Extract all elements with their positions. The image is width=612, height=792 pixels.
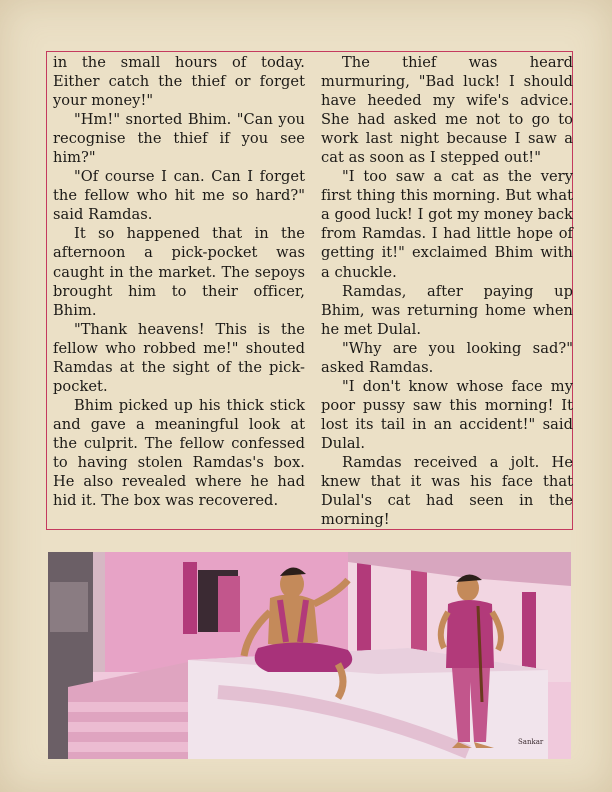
paragraph: "Why are you looking sad?" asked Ramdas. (321, 339, 573, 376)
paragraph: Bhim picked up his thick stick and gave a meaningful look at the culprit. The fellow confessed to having stolen Ramdas's box. He also revealed where he had hid it. The box was recovered. (53, 396, 305, 510)
paragraph: "Of course I can. Can I forget the fellow who hit me so hard?" said Ramdas. (53, 168, 305, 224)
paragraph: It so happened that in the afternoon a pick-pocket was caught in the market. The sepoys brought him to their officer, Bhim. (53, 225, 305, 319)
artist-signature: Sankar (518, 738, 544, 746)
paragraph: The thief was heard murmuring, "Bad luck! I should have heeded my wife's advice. She had asked me not to go to work last night because I saw a cat as soon as I stepped out!" (321, 54, 573, 167)
paragraph: Ramdas, after paying up Bhim, was returning home when he met Dulal. (321, 282, 573, 338)
paragraph: in the small hours of today. Either catch the thief or forget your money!" (53, 54, 305, 110)
paragraph: "I don't know whose face my poor pussy saw this morning! It lost its tail in an accident!" said Dulal. (321, 377, 573, 452)
paragraph: Ramdas received a jolt. He knew that it was his face that Dulal's cat had seen in the morning! (321, 453, 573, 529)
pillar (357, 552, 371, 662)
paragraph: "I too saw a cat as the very first thing this morning. But what a good luck! I got my money back from Ramdas. I had little hope of getting it!" exclaimed Bhim with a chuckle. (321, 168, 573, 281)
paragraph: "Hm!" snorted Bhim. "Can you recognise the thief if you see him?" (53, 111, 305, 167)
window-shutter-left (183, 562, 197, 634)
story-illustration (48, 552, 571, 759)
text-column-right (321, 53, 573, 529)
window-shutter-right (218, 576, 240, 632)
text-column-left (53, 53, 305, 510)
paragraph: "Thank heavens! This is the fellow who robbed me!" shouted Ramdas at the sight of the pick-pocket. (53, 320, 305, 395)
